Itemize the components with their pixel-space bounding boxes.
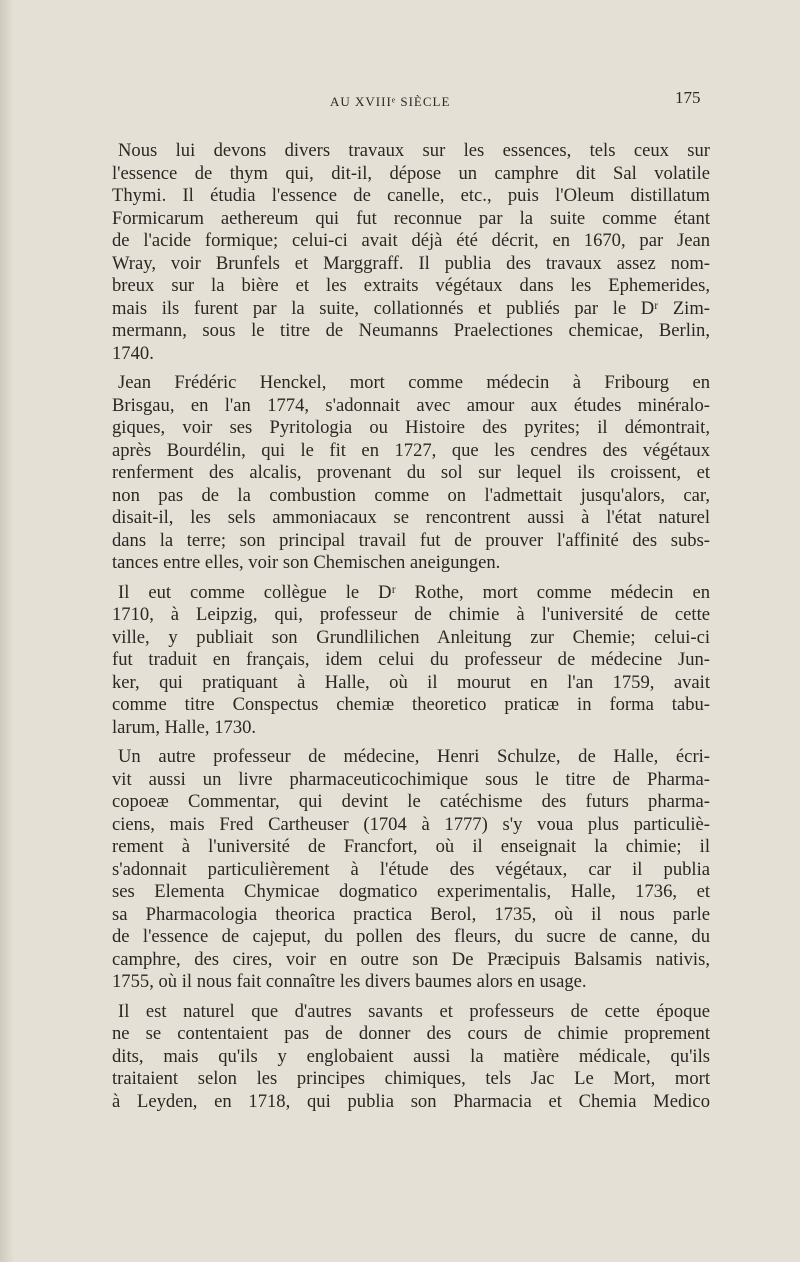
text-line: 1755, où il nous fait connaître les divers baumes alors en usage. [112,971,587,992]
text-line: dans la terre; son principal travail fut de prouver l'affinité des subs- [112,529,710,551]
paragraph-neumann [112,140,710,365]
text-line: mermann, sous le titre de Neumanns Praelectiones chemicae, Berlin, [112,320,710,341]
body-text [112,140,710,1120]
text-line: tances entre elles, voir son Chemischen aneigungen. [112,552,501,573]
text-line: après Bourdélin, qui le fit en 1727, que les cendres des végétaux [112,439,710,461]
text-line: camphre, des cires, voir en outre son De Præcipuis Balsamis nativis, [112,948,710,970]
text-line: s'adonnait particulièrement à l'étude des végétaux, car il publia [112,858,710,880]
text-line: Un autre professeur de médecine, Henri Schulze, de Halle, écri- [118,746,710,767]
text-line: copoeæ Commentar, qui devint le catéchisme des futurs pharma- [112,791,710,812]
text-line: vit aussi un livre pharmaceuticochimique sous le titre de Pharma- [112,768,710,790]
paragraph-rothe [112,581,710,740]
text-line: ses Elementa Chymicae dogmatico experimentalis, Halle, 1736, et [112,881,710,902]
text-line: Nous lui devons divers travaux sur les essences, tels ceux sur [118,140,710,161]
text-line: dits, mais qu'ils y englobaient aussi la matière médicale, qu'ils [112,1045,710,1067]
text-line: Brisgau, en l'an 1774, s'adonnait avec amour aux études minéralo- [112,394,710,416]
text-line: sa Pharmacologia theorica practica Berol, 1735, où il nous parle [112,903,710,925]
text-line: Formicarum aethereum qui fut reconnue par la suite comme étant [112,207,710,229]
text-line: à Leyden, en 1718, qui publia son Pharmacia et Chemia Medico [112,1090,710,1112]
text-line: ciens, mais Fred Cartheuser (1704 à 1777) s'y voua plus particuliè- [112,813,710,835]
text-line: larum, Halle, 1730. [112,716,257,738]
text-line: traitaient selon les principes chimiques, tels Jac Le Mort, mort [112,1068,710,1089]
text-line: non pas de la combustion comme on l'admettait jusqu'alors, car, [112,484,710,506]
text-line: disait-il, les sels ammoniacaux se rencontrent aussi à l'état naturel [112,507,710,528]
paragraph-henckel [112,372,710,575]
text-line: l'essence de thym qui, dit-il, dépose un camphre dit Sal volatile [112,162,710,184]
text-line: comme titre Conspectus chemiæ theoretico praticæ in forma tabu- [112,694,710,715]
text-line: rement à l'université de Francfort, où il enseignait la chimie; il [112,836,710,857]
text-line: renferment des alcalis, provenant du sol sur lequel ils croissent, et [112,462,710,483]
text-line: Wray, voir Brunfels et Marggraff. Il publia des travaux assez nom- [112,252,710,274]
running-head: AU XVIIIᵉ SIÈCLE [330,94,451,109]
text-line: Jean Frédéric Henckel, mort comme médecin à Fribourg en [118,372,710,393]
paragraph-schulze [112,746,710,994]
text-line: ker, qui pratiquant à Halle, où il mourut en l'an 1759, avait [112,671,710,693]
text-line: Il est naturel que d'autres savants et professeurs de cette époque [118,1000,710,1022]
text-line: fut traduit en français, idem celui du professeur de médecine Jun- [112,649,710,670]
text-line: de l'essence de cajeput, du pollen des fleurs, du sucre de canne, du [112,926,710,947]
text-line: mais ils furent par la suite, collationnés et publiés par le Dʳ Zim- [112,297,710,319]
paragraph-le-mort [112,1000,710,1114]
text-line: ne se contentaient pas de donner des cours de chimie proprement [112,1023,710,1044]
text-line: Thymi. Il étudia l'essence de canelle, etc., puis l'Oleum distillatum [112,185,710,206]
text-line: 1740. [112,342,154,364]
text-line: de l'acide formique; celui-ci avait déjà été décrit, en 1670, par Jean [112,230,710,251]
text-line: Il eut comme collègue le Dʳ Rothe, mort comme médecin en [118,581,710,603]
text-line: giques, voir ses Pyritologia ou Histoire des pyrites; il démontrait, [112,417,710,438]
text-line: 1710, à Leipzig, qui, professeur de chimie à l'université de cette [112,604,710,625]
text-line: ville, y publiait son Grundlilichen Anleitung zur Chemie; celui-ci [112,626,710,648]
page-edge-shadow [0,0,14,1262]
text-line: breux sur la bière et les extraits végétaux dans les Ephemerides, [112,275,710,296]
page-number: 175 [675,88,701,107]
